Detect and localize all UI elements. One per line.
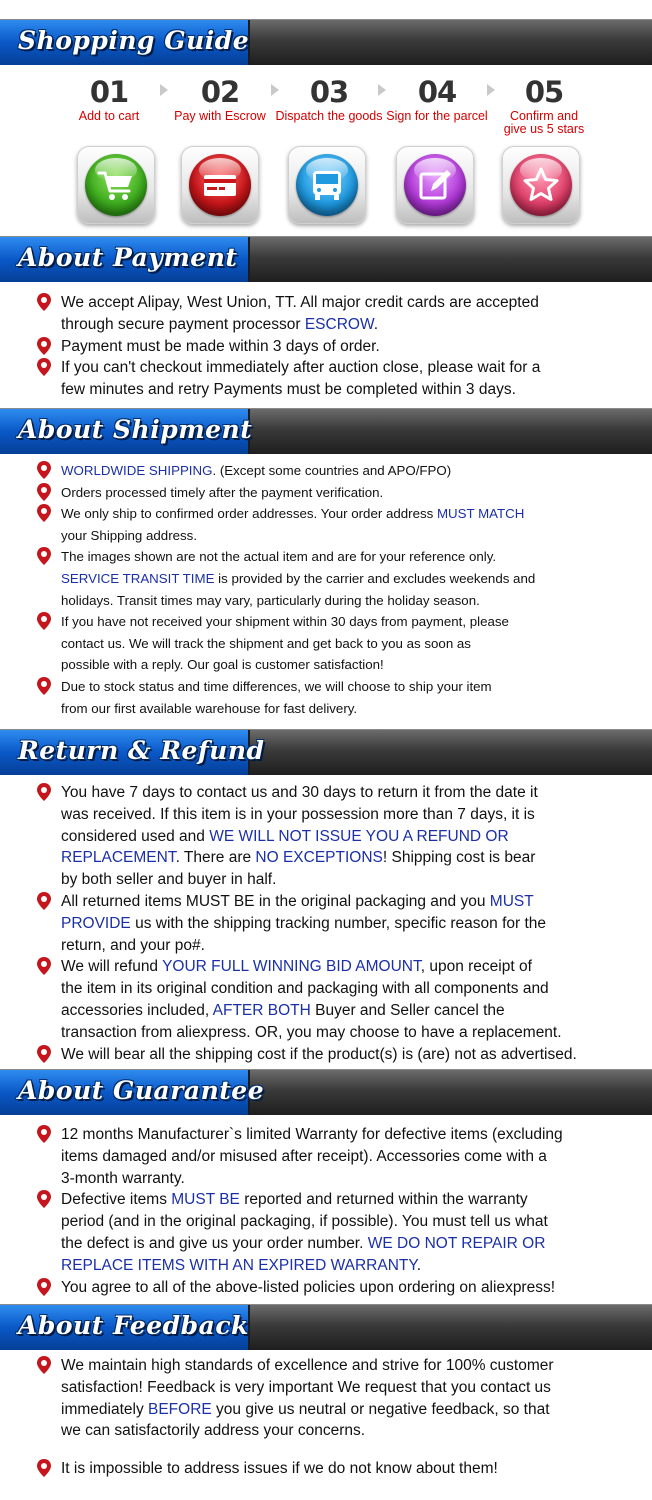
- policy-text: considered used and: [61, 827, 210, 845]
- bus-icon: [307, 165, 347, 205]
- policy-text: the item in its original condition and packaging with all components and: [61, 980, 549, 998]
- location-pin-icon: [37, 1459, 51, 1477]
- policy-line: [61, 633, 634, 655]
- policy-item: [34, 1044, 634, 1066]
- add-to-cart-tile: [77, 146, 155, 224]
- guarantee-section: [34, 1124, 634, 1298]
- credit-card-icon: [200, 165, 240, 205]
- guarantee-banner: [0, 1069, 652, 1115]
- policy-text: few minutes and retry Payments must be completed within 3 days.: [61, 381, 516, 399]
- confirm-stars-tile: [502, 146, 580, 224]
- step-number: 05: [524, 75, 564, 109]
- policy-item: [34, 546, 634, 611]
- policy-line: [61, 482, 634, 504]
- highlighted-text: WORLDWIDE SHIPPING: [61, 463, 213, 478]
- chevron-right-icon: [378, 84, 386, 96]
- policy-line: [61, 1189, 634, 1211]
- policy-line: [61, 1277, 634, 1299]
- policy-text: Orders processed timely after the payment verification.: [61, 484, 384, 500]
- policy-text: immediately: [61, 1400, 148, 1418]
- policy-line: [61, 503, 634, 525]
- location-pin-icon: [37, 358, 51, 376]
- policy-text: We only ship to confirmed order addresses. Your order address: [61, 506, 437, 522]
- policy-text: Due to stock status and time differences, we will choose to ship your item: [61, 678, 492, 694]
- policy-text: The images shown are not the actual item and are for your reference only.: [61, 549, 497, 565]
- policy-line: [61, 568, 634, 590]
- policy-item: [34, 357, 634, 401]
- step-label: Dispatch the goods: [275, 109, 383, 123]
- policy-item: [34, 891, 634, 956]
- policy-text: contact us. We will track the shipment and get back to you as soon as: [61, 635, 471, 651]
- policy-text: possible with a reply. Our goal is customer satisfaction!: [61, 657, 384, 673]
- highlighted-text: MUST BE: [171, 1191, 240, 1209]
- chevron-right-icon: [160, 84, 168, 96]
- policy-text: .: [416, 1256, 422, 1274]
- policy-line: [61, 978, 634, 1000]
- policy-text: is provided by the carrier and excludes weekends and: [214, 570, 536, 586]
- policy-line: [61, 1377, 634, 1399]
- policy-text: by both seller and buyer in half.: [61, 871, 277, 889]
- location-pin-icon: [37, 1045, 51, 1063]
- policy-line: [61, 379, 634, 401]
- policy-item: [34, 1277, 634, 1299]
- edit-icon: [415, 165, 455, 205]
- policy-item: [34, 1124, 634, 1189]
- policy-line: [61, 1211, 634, 1233]
- policy-item: [34, 676, 634, 719]
- step-number: 01: [89, 75, 129, 109]
- guarantee-title: About Guarantee: [18, 1076, 265, 1105]
- step-label: Confirm and: [509, 109, 579, 123]
- location-pin-icon: [37, 677, 51, 695]
- chevron-right-icon: [271, 84, 279, 96]
- step-number: 03: [309, 75, 349, 109]
- location-pin-icon: [37, 293, 51, 311]
- policy-text: return, and your po#.: [61, 936, 205, 954]
- location-pin-icon: [37, 612, 51, 630]
- policy-item: [34, 1458, 634, 1480]
- policy-text: If you can't checkout immediately after auction close, please wait for a: [61, 359, 541, 377]
- policy-line: [61, 1255, 634, 1277]
- location-pin-icon: [37, 547, 51, 565]
- policy-line: [61, 847, 634, 869]
- policy-text: reported and returned within the warranty: [239, 1191, 528, 1209]
- refund-banner: [0, 729, 652, 775]
- policy-text: We will refund: [61, 958, 163, 976]
- step-label: Add to cart: [78, 109, 140, 123]
- highlighted-text: PROVIDE: [61, 914, 131, 932]
- policy-line: [61, 292, 634, 314]
- policy-text: the defect is and give us your order number.: [61, 1234, 368, 1252]
- policy-line: [61, 1458, 634, 1480]
- highlighted-text: WE WILL NOT ISSUE YOU A REFUND OR: [209, 827, 509, 845]
- policy-line: [61, 956, 634, 978]
- policy-item: [34, 503, 634, 546]
- highlighted-text: MUST MATCH: [436, 506, 525, 522]
- policy-text: All returned items MUST BE in the original packaging and you: [61, 892, 490, 910]
- policy-item: [34, 1355, 634, 1442]
- policy-item: [34, 482, 634, 504]
- policy-line: [61, 698, 634, 720]
- policy-item: [34, 292, 634, 336]
- location-pin-icon: [37, 957, 51, 975]
- dispatch-goods-tile: [288, 146, 366, 224]
- refund-section: [34, 782, 634, 1065]
- policy-line: [61, 1044, 634, 1066]
- policy-line: [61, 826, 634, 848]
- highlighted-text: NO EXCEPTIONS: [255, 849, 383, 867]
- policy-text: It is impossible to address issues if we do not know about them!: [61, 1460, 498, 1478]
- location-pin-icon: [37, 483, 51, 501]
- highlighted-text: SERVICE TRANSIT TIME: [61, 570, 215, 586]
- policy-line: [61, 1355, 634, 1377]
- policy-item: [34, 782, 634, 891]
- highlighted-text: WE DO NOT REPAIR OR: [367, 1234, 546, 1252]
- policy-text: Defective items: [61, 1191, 172, 1209]
- policy-text: . There are: [175, 849, 256, 867]
- policy-line: [61, 1146, 634, 1168]
- policy-text: satisfaction! Feedback is very important We request that you contact us: [61, 1378, 551, 1396]
- policy-item: [34, 611, 634, 676]
- policy-text: You agree to all of the above-listed policies upon ordering on aliexpress!: [61, 1278, 556, 1296]
- policy-text: ! Shipping cost is bear: [382, 849, 536, 867]
- policy-text: us with the shipping tracking number, specific reason for the: [130, 914, 547, 932]
- policy-item: [34, 1189, 634, 1276]
- step-label: give us 5 stars: [503, 122, 585, 136]
- refund-title: Return & Refund: [18, 736, 265, 765]
- policy-line: [61, 1000, 634, 1022]
- policy-line: [61, 590, 634, 612]
- location-pin-icon: [37, 1356, 51, 1374]
- policy-text: .: [373, 315, 379, 333]
- policy-line: [61, 314, 634, 336]
- payment-title: About Payment: [18, 243, 238, 272]
- policy-text: 12 months Manufacturer`s limited Warranty for defective items (excluding: [61, 1126, 563, 1143]
- policy-text: Payment must be made within 3 days of order.: [61, 337, 380, 355]
- chevron-right-icon: [487, 84, 495, 96]
- policy-text: . (Except some countries and APO/FPO): [212, 463, 452, 478]
- policy-text: from our first available warehouse for fast delivery.: [61, 700, 358, 716]
- location-pin-icon: [37, 1278, 51, 1296]
- sign-parcel-tile: [396, 146, 474, 224]
- highlighted-text: BEFORE: [148, 1400, 212, 1418]
- feedback-section: [34, 1355, 634, 1480]
- policy-text: you give us neutral or negative feedback, so that: [211, 1400, 550, 1418]
- feedback-banner: [0, 1304, 652, 1350]
- highlighted-text: AFTER BOTH: [212, 1001, 311, 1019]
- policy-text: period (and in the original packaging, if possible). You must tell us what: [61, 1213, 548, 1231]
- highlighted-text: YOUR FULL WINNING BID AMOUNT: [162, 958, 421, 976]
- location-pin-icon: [37, 783, 51, 801]
- policy-text: items damaged and/or misused after receipt). Accessories come with a: [61, 1147, 547, 1165]
- shipment-section: [34, 460, 634, 719]
- policy-item: [34, 956, 634, 1043]
- step-label: Pay with Escrow: [174, 109, 266, 123]
- policy-item: [34, 336, 634, 358]
- policy-line: [61, 546, 634, 568]
- policy-text: through secure payment processor: [61, 315, 305, 333]
- policy-text: , upon receipt of: [420, 958, 532, 976]
- location-pin-icon: [37, 1190, 51, 1208]
- location-pin-icon: [37, 461, 51, 479]
- policy-text: We will bear all the shipping cost if the product(s) is (are) not as advertised.: [61, 1045, 577, 1063]
- shipment-title: About Shipment: [18, 415, 253, 444]
- policy-line: [61, 611, 634, 633]
- location-pin-icon: [37, 892, 51, 910]
- policy-line: [61, 336, 634, 358]
- policy-line: [61, 1233, 634, 1255]
- policy-text: You have 7 days to contact us and 30 days to return it from the date it: [61, 784, 538, 801]
- policy-text: we can satisfactorily address your concerns.: [61, 1422, 366, 1440]
- location-pin-icon: [37, 504, 51, 522]
- policy-line: [61, 804, 634, 826]
- policy-line: [61, 357, 634, 379]
- policy-line: [61, 1399, 634, 1421]
- policy-line: [61, 525, 634, 547]
- policy-line: [61, 782, 634, 804]
- policy-line: [61, 935, 634, 957]
- shopping-guide-title: Shopping Guide: [18, 26, 250, 55]
- star-icon: [521, 165, 561, 205]
- policy-text: 3-month warranty.: [61, 1169, 185, 1187]
- payment-section: [34, 292, 634, 401]
- step-number: 04: [417, 75, 457, 109]
- policy-text: Buyer and Seller cancel the: [310, 1001, 505, 1019]
- highlighted-text: ESCROW: [304, 315, 374, 333]
- policy-text: transaction from aliexpress. OR, you may choose to have a replacement.: [61, 1023, 562, 1041]
- policy-text: your Shipping address.: [61, 527, 198, 543]
- policy-line: [61, 1124, 634, 1146]
- policy-line: [61, 460, 634, 482]
- location-pin-icon: [37, 1125, 51, 1143]
- policy-line: [61, 869, 634, 891]
- shipment-banner: [0, 408, 652, 454]
- location-pin-icon: [37, 337, 51, 355]
- policy-text: was received. If this item is in your possession more than 7 days, it is: [61, 805, 535, 823]
- payment-banner: [0, 236, 652, 282]
- policy-line: [61, 913, 634, 935]
- policy-line: [61, 1022, 634, 1044]
- policy-text: We accept Alipay, West Union, TT. All major credit cards are accepted: [61, 294, 539, 311]
- feedback-title: About Feedback: [18, 1311, 249, 1340]
- shopping-guide-banner: [0, 19, 652, 65]
- highlighted-text: REPLACEMENT: [61, 849, 176, 867]
- policy-line: [61, 1168, 634, 1190]
- policy-line: [61, 1420, 634, 1442]
- policy-item: [34, 460, 634, 482]
- policy-text: holidays. Transit times may vary, particularly during the holiday season.: [61, 592, 480, 608]
- policy-line: [61, 676, 634, 698]
- step-label: Sign for the parcel: [386, 109, 488, 123]
- highlighted-text: MUST: [489, 892, 534, 910]
- pay-with-escrow-tile: [181, 146, 259, 224]
- policy-line: [61, 654, 634, 676]
- step-number: 02: [200, 75, 240, 109]
- highlighted-text: REPLACE ITEMS WITH AN EXPIRED WARRANTY: [61, 1256, 417, 1274]
- policy-text: We maintain high standards of excellence and strive for 100% customer: [61, 1357, 554, 1374]
- policy-text: If you have not received your shipment within 30 days from payment, please: [61, 614, 509, 630]
- shopping-cart-icon: [96, 165, 136, 205]
- step-5: [479, 74, 609, 136]
- policy-text: accessories included,: [61, 1001, 213, 1019]
- policy-line: [61, 891, 634, 913]
